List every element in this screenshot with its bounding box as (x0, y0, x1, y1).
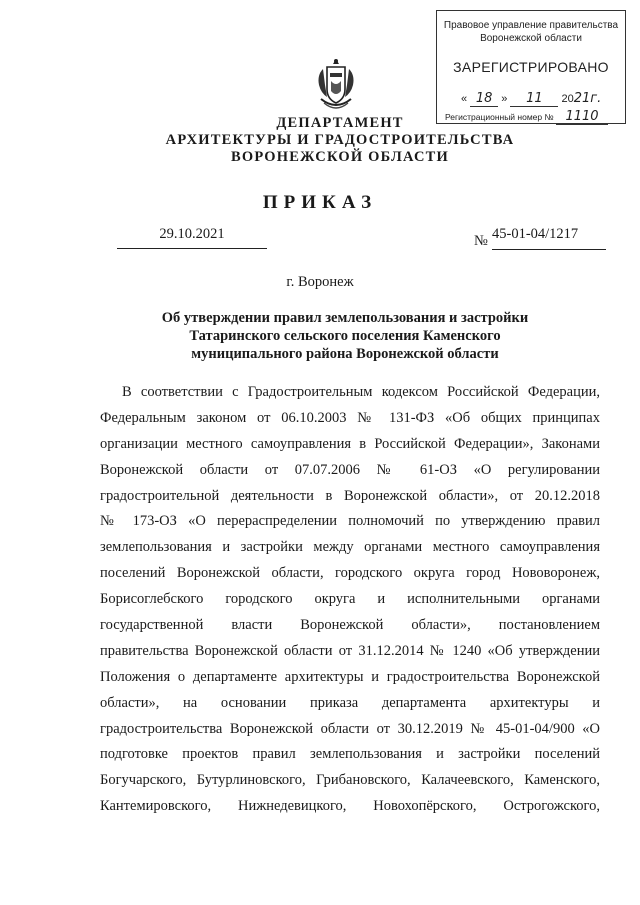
number-underline (492, 249, 606, 250)
city: г. Воронеж (286, 274, 354, 290)
stamp-org-line2: Воронежской области (480, 33, 582, 44)
body-line: Федеральным законом от 06.10.2003 № 131-ФЗ «Об общих принципах (100, 409, 600, 426)
body-line: государственной власти Воронежской области», постановлением (100, 617, 600, 634)
body-line: подготовке проектов правил землепользования и застройки поселений (100, 746, 600, 763)
body-line: правительства Воронежской области от 31.12.2014 № 1240 «Об утверждении (100, 642, 600, 659)
body-line: Кантемировского, Нижнедевицкого, Новохопёрского, Острогожского, (100, 798, 600, 815)
subject-line1: Об утверждении правил землепользования и застройки (161, 310, 529, 326)
subject-line2: Татаринского сельского поселения Каменского (189, 328, 501, 344)
stamp-organization (437, 19, 625, 45)
department-line1: ДЕПАРТАМЕНТ (276, 115, 404, 131)
registration-stamp (436, 10, 626, 124)
body-line: области», на основании приказа департамента архитектуры и (100, 694, 600, 711)
order-number: 45-01-04/1217 (492, 226, 579, 242)
document-type: ПРИКАЗ (262, 192, 378, 213)
stamp-reg-number: 1110 (556, 109, 608, 125)
body-line: землепользования и застройки между органами местного самоуправления (100, 539, 600, 556)
body-line: В соответствии с Градостроительным кодексом Российской Федерации, (122, 384, 600, 400)
date-underline (117, 248, 267, 249)
stamp-date (461, 91, 611, 107)
stamp-date-year-suffix: 21г. (573, 91, 602, 106)
stamp-date-year-prefix: 20 (561, 93, 574, 105)
body-line: Борисоглебского городского округа и исполнительными органами (100, 591, 600, 608)
coat-of-arms-icon (313, 55, 359, 113)
subject-line3: муниципального района Воронежской области (191, 346, 499, 362)
body-line: градостроительства Воронежской области от 30.12.2019 № 45-01-04/900 «О (100, 720, 600, 737)
stamp-date-quote-open: « (461, 93, 468, 105)
department-name (120, 115, 560, 166)
stamp-reg-number-label: Регистрационный номер № (445, 112, 554, 122)
stamp-date-quote-close: » (501, 93, 508, 105)
stamp-date-month: 11 (510, 91, 558, 107)
department-line3: ВОРОНЕЖСКОЙ ОБЛАСТИ (230, 149, 449, 165)
stamp-date-day: 18 (470, 91, 498, 107)
order-number-label: № (474, 233, 488, 249)
body-line: Богучарского, Бутурлиновского, Грибановского, Калачеевского, Каменского, (100, 772, 600, 789)
stamp-org-line1: Правовое управление правительства (443, 20, 619, 31)
body-line: организации местного самоуправления в Российской Федерации», Законами (100, 435, 600, 452)
body-line: градостроительной деятельности в Воронежской области», от 20.12.2018 (100, 487, 600, 504)
order-subject (110, 309, 580, 363)
stamp-registered-label: ЗАРЕГИСТРИРОВАНО (453, 59, 609, 75)
body-line: Воронежской области от 07.07.2006 № 61-ОЗ «О регулировании (100, 461, 600, 478)
body-text (100, 380, 600, 820)
department-line2: АРХИТЕКТУРЫ И ГРАДОСТРОИТЕЛЬСТВА (165, 132, 515, 148)
body-line: № 173-ОЗ «О перераспределении полномочий по утверждению правил (100, 513, 600, 530)
order-date: 29.10.2021 (159, 226, 225, 242)
body-line: Положения о департаменте архитектуры и градостроительства Воронежской (100, 668, 600, 685)
body-line: поселений Воронежской области, городского округа город Нововоронеж, (100, 565, 600, 582)
